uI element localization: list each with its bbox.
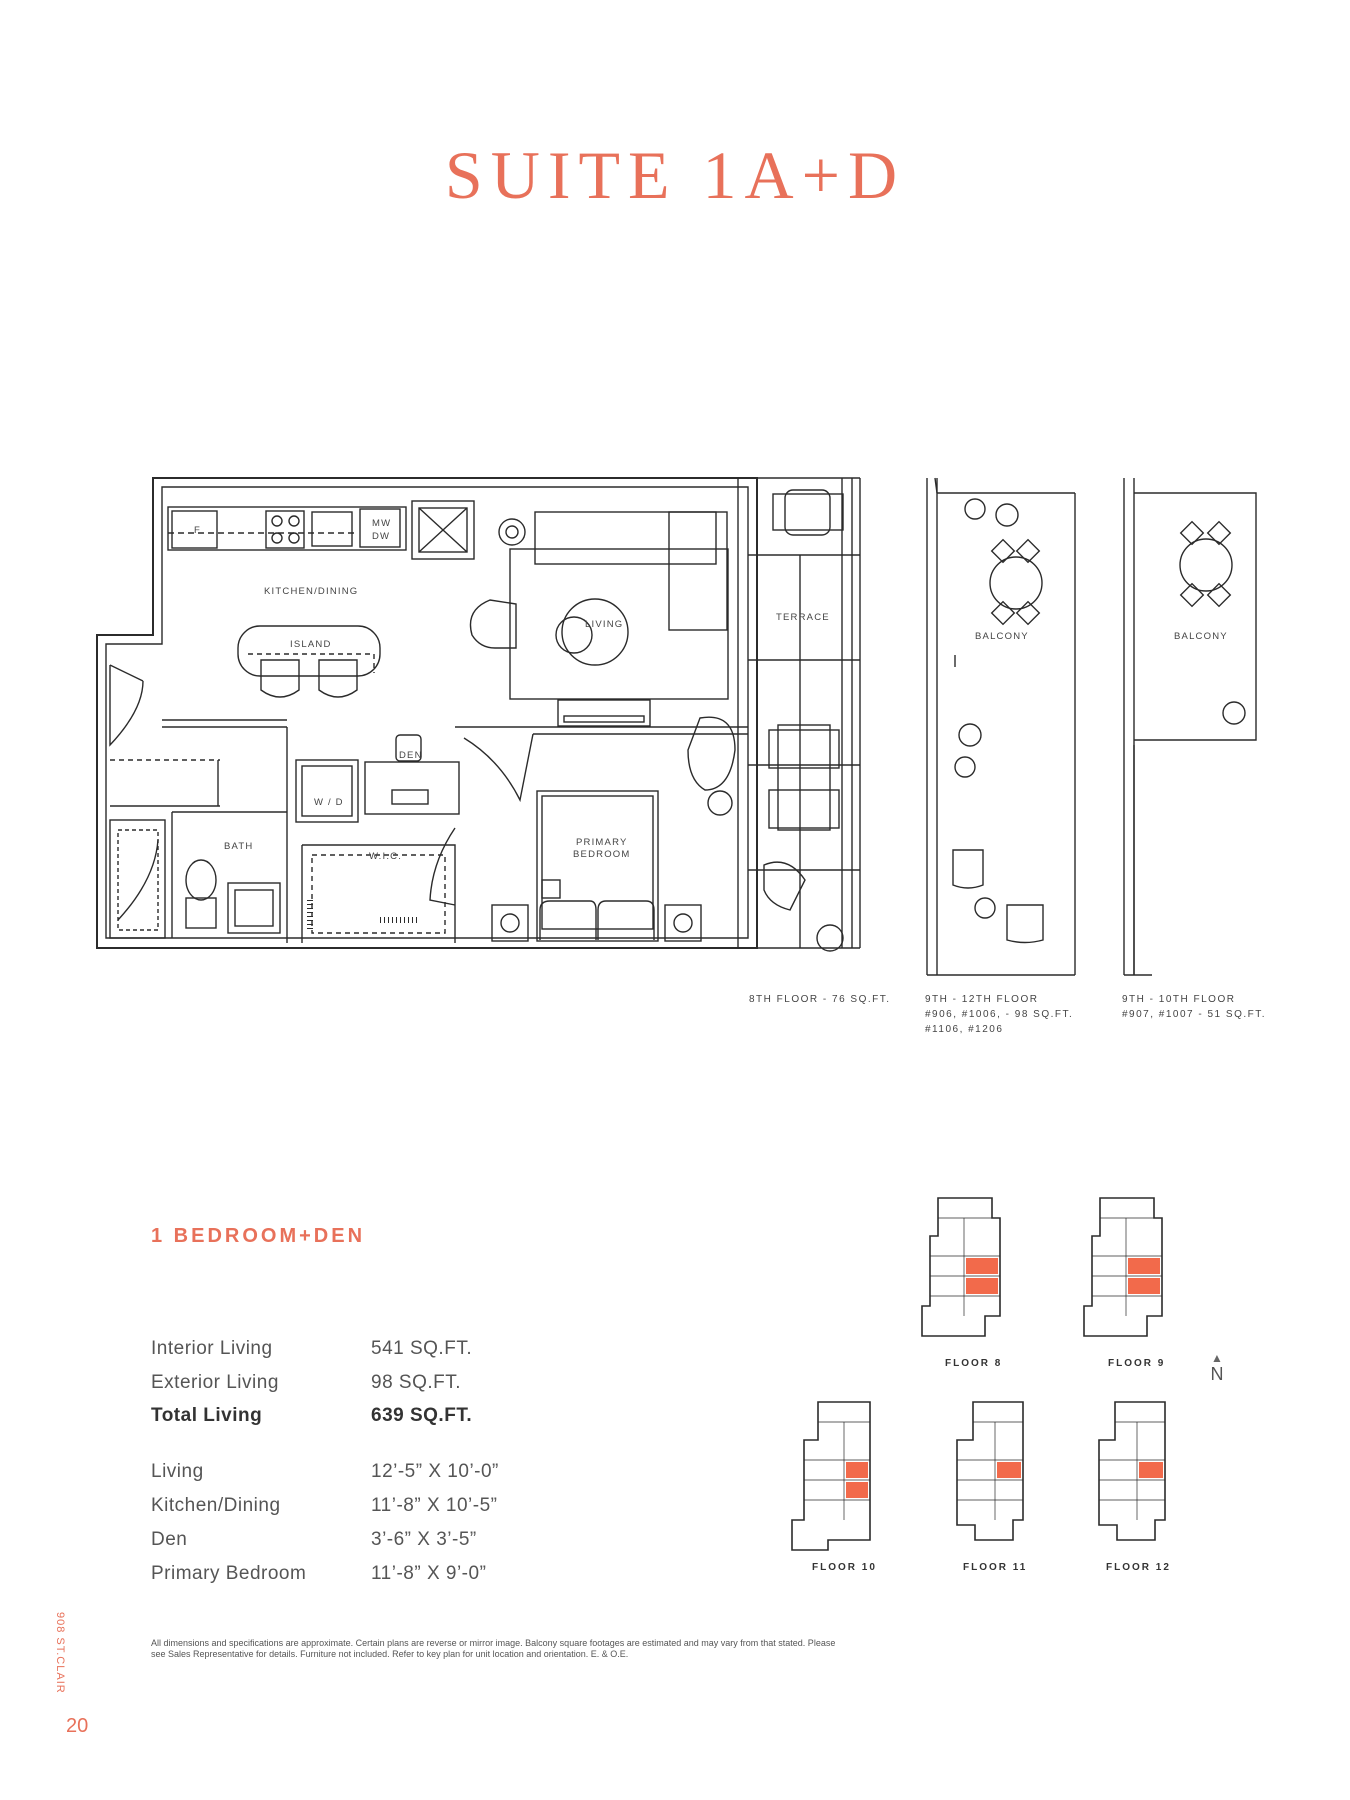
spec-label: Total Living (151, 1405, 263, 1426)
key-plan-label-11: FLOOR 11 (963, 1562, 1028, 1573)
room-row-bedroom (151, 1563, 487, 1585)
label-kitchen-dining: KITCHEN/DINING (264, 586, 359, 597)
key-plan-label-10: FLOOR 10 (812, 1562, 877, 1573)
brand-vertical-text: 908 ST.CLAIR (54, 1612, 66, 1694)
label-f: F (194, 525, 202, 536)
room-label: Den (151, 1529, 188, 1550)
spec-row-interior (151, 1338, 473, 1360)
key-plan-floor-12 (1097, 1400, 1187, 1555)
room-label: Primary Bedroom (151, 1563, 307, 1584)
key-plan-floor-8 (920, 1196, 1010, 1351)
label-dw: DW (372, 531, 391, 542)
spec-row-exterior (151, 1372, 462, 1394)
label-balcony-2: BALCONY (1174, 631, 1228, 642)
label-living: LIVING (585, 619, 624, 630)
label-mw: MW (372, 518, 392, 529)
page-number: 20 (66, 1715, 89, 1737)
key-plan-floor-10 (790, 1400, 880, 1555)
label-balcony-1: BALCONY (975, 631, 1029, 642)
highlight-unit (1128, 1278, 1160, 1294)
caption-balcony-2 (1122, 992, 1266, 1022)
room-row-living (151, 1461, 499, 1483)
caption-balcony-2-line-1: 9TH - 10TH FLOOR (1122, 994, 1236, 1005)
highlight-unit (846, 1482, 868, 1498)
spec-value: 639 SQ.FT. (371, 1405, 473, 1426)
key-plan-label-12: FLOOR 12 (1106, 1562, 1171, 1573)
caption-terrace: 8TH FLOOR - 76 SQ.FT. (749, 994, 891, 1005)
key-plan-label-8: FLOOR 8 (945, 1358, 1003, 1369)
room-dimensions: 11’-8” X 10’-5” (371, 1495, 498, 1516)
caption-balcony-1-line-1: 9TH - 12TH FLOOR (925, 994, 1039, 1005)
caption-balcony-1-line-2: #906, #1006, - 98 SQ.FT. (925, 1009, 1074, 1020)
key-plan-floor-11 (955, 1400, 1045, 1555)
key-plan-floor-9 (1082, 1196, 1172, 1351)
balcony-plan-1 (925, 475, 1085, 980)
label-primary: PRIMARY (576, 837, 628, 848)
caption-balcony-1-line-3: #1106, #1206 (925, 1024, 1004, 1035)
highlight-unit (966, 1278, 998, 1294)
spec-label: Interior Living (151, 1338, 273, 1359)
highlight-unit (997, 1462, 1021, 1478)
room-label: Living (151, 1461, 204, 1482)
room-label: Kitchen/Dining (151, 1495, 281, 1516)
room-dimensions: 3’-6” X 3’-5” (371, 1529, 477, 1550)
north-indicator (1207, 1352, 1227, 1385)
disclaimer-text: All dimensions and specifications are approximate. Certain plans are reverse or mirror image. Balcony square footages are estimated and may vary from that stated. Please see Sales Representative for details. Furniture not included. Refer to key plan for unit location and orientation. E. & O.E. (151, 1638, 836, 1659)
label-wic: W.I.C. (369, 851, 403, 862)
label-bath: BATH (224, 841, 254, 852)
caption-balcony-2-line-2: #907, #1007 - 51 SQ.FT. (1122, 1009, 1267, 1020)
room-row-kitchen (151, 1495, 498, 1517)
caption-balcony-1 (925, 992, 1073, 1037)
highlight-unit (1139, 1462, 1163, 1478)
key-plan-label-9: FLOOR 9 (1108, 1358, 1166, 1369)
spec-value: 541 SQ.FT. (371, 1338, 473, 1359)
label-w-d: W / D (314, 797, 344, 808)
balcony-plan-2 (1122, 475, 1262, 980)
suite-title: SUITE 1A+D (444, 137, 906, 213)
spec-label: Exterior Living (151, 1372, 279, 1393)
room-dimensions: 11’-8” X 9’-0” (371, 1563, 487, 1584)
highlight-unit (846, 1462, 868, 1478)
highlight-unit (1128, 1258, 1160, 1274)
spec-row-total (151, 1405, 473, 1427)
label-island: ISLAND (290, 639, 332, 650)
spec-value: 98 SQ.FT. (371, 1372, 462, 1393)
room-dimensions: 12’-5” X 10’-0” (371, 1461, 499, 1482)
north-arrow-icon: ▲ (1211, 1351, 1223, 1365)
unit-type-heading: 1 BEDROOM+DEN (151, 1225, 366, 1247)
label-den: DEN (399, 750, 423, 761)
label-terrace: TERRACE (776, 612, 830, 623)
north-label: N (1210, 1364, 1224, 1384)
label-bedroom: BEDROOM (573, 849, 631, 860)
highlight-unit (966, 1258, 998, 1274)
room-row-den (151, 1529, 477, 1551)
